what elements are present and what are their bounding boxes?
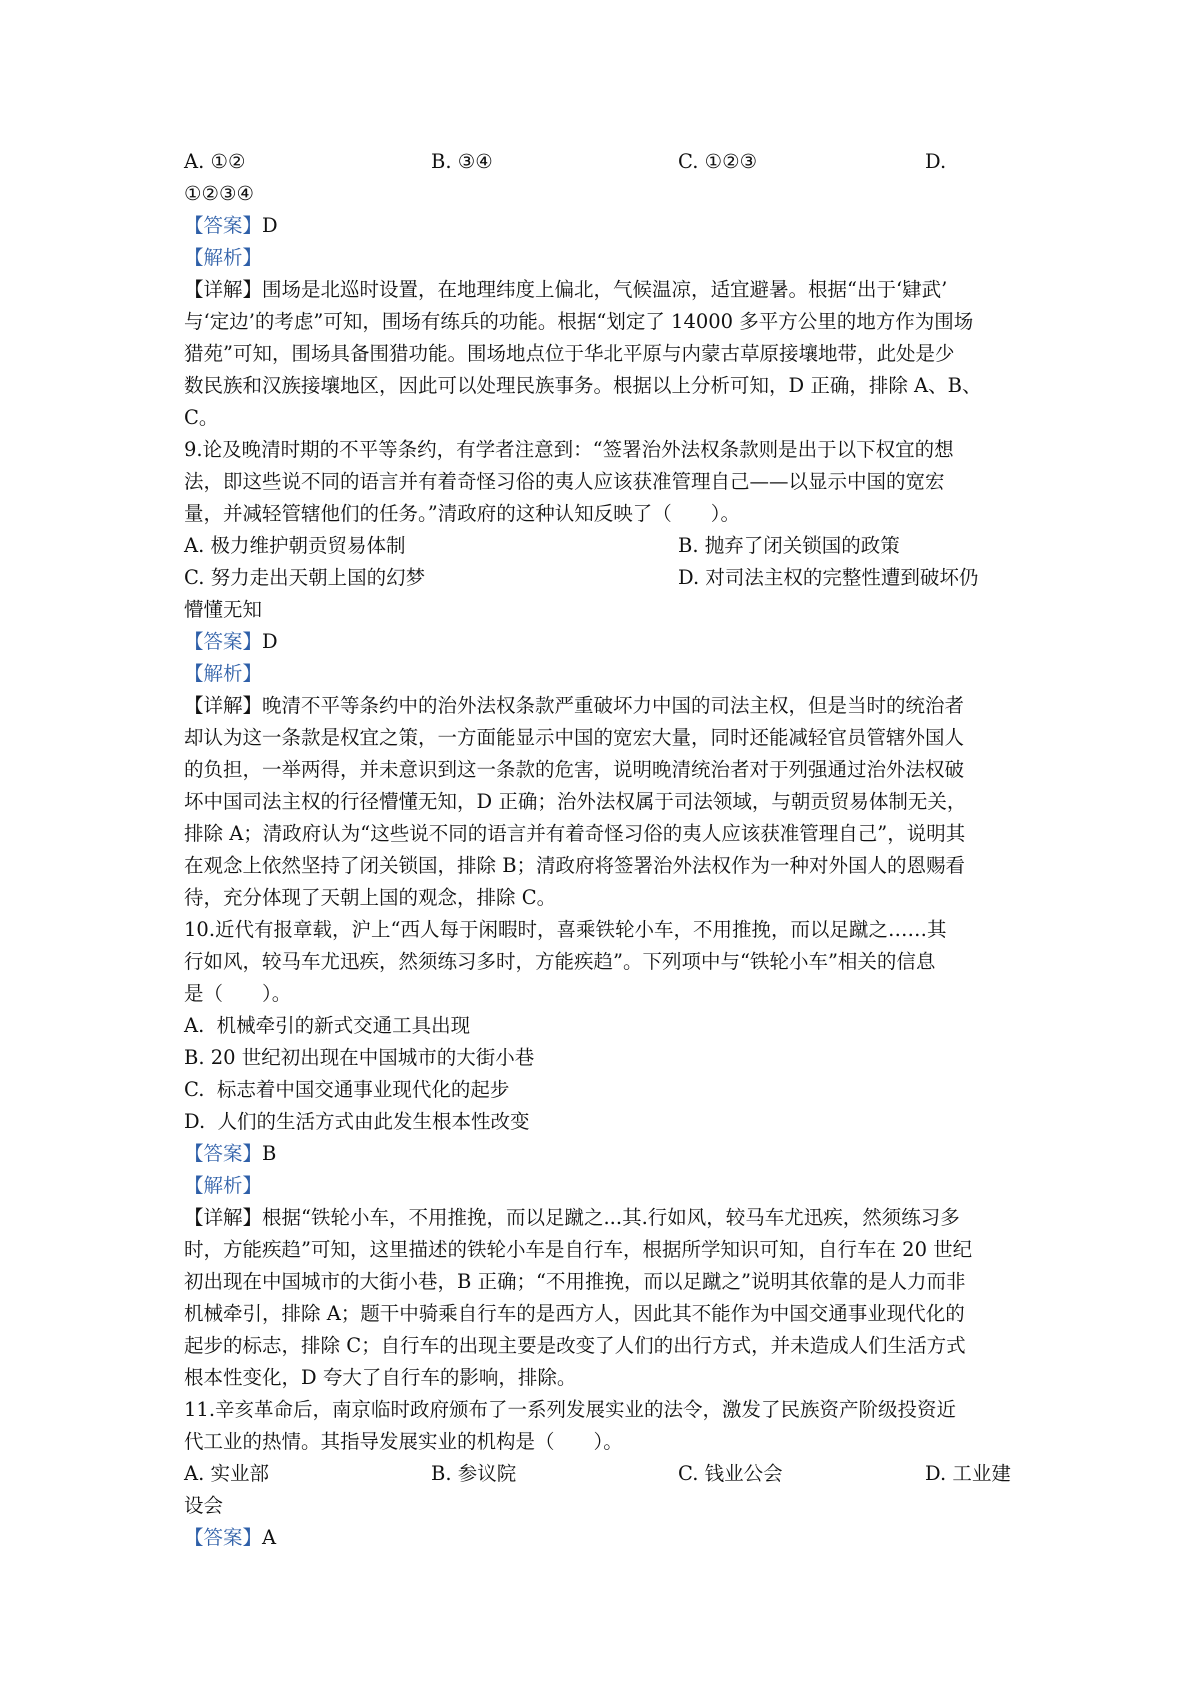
q10-option-c: C. 标志着中国交通事业现代化的起步 [184, 1078, 510, 1101]
detail-line: 与‘定边’的考虑”可知，围场有练兵的功能。根据“划定了 14000 多平方公里的地方作为围场 [184, 310, 974, 333]
q8-option-d-wrap: ①②③④ [184, 182, 254, 205]
detail-line: 时，方能疾趋”可知，这里描述的铁轮小车是自行车，根据所学知识可知，自行车在 20 世纪 [184, 1238, 973, 1261]
q10-detail [184, 1202, 1024, 1394]
q11-options [184, 1458, 1024, 1490]
q9-stem [184, 434, 1024, 530]
q9-detail [184, 690, 1024, 914]
answer-value: B [262, 1142, 277, 1165]
stem-line: 10.近代有报章载，沪上“西人每于闲暇时，喜乘铁轮小车，不用推挽，而以足蹴之……其 [184, 918, 947, 941]
q8-option-d: D. [925, 150, 947, 173]
q8-option-c: C. ①②③ [678, 150, 758, 173]
document-page [184, 146, 1024, 1554]
q9-answer [184, 626, 1024, 658]
detail-line: 在观念上依然坚持了闭关锁国，排除 B；清政府将签署治外法权作为一种对外国人的恩赐看 [184, 854, 966, 877]
q11-option-d-wrap: 设会 [184, 1494, 224, 1517]
q10-option-a: A. 机械牵引的新式交通工具出现 [184, 1014, 471, 1037]
detail-line: 却认为这一条款是权宜之策，一方面能显示中国的宽宏大量，同时还能减轻官员管辖外国人 [184, 726, 965, 749]
q11-option-d: D. 工业建 [925, 1462, 1011, 1485]
detail-line: 围场是北巡时设置，在地理纬度上偏北，气候温凉，适宜避暑。根据“出于‘肄武’ [262, 278, 948, 301]
answer-value: A [262, 1526, 277, 1549]
answer-tag: 【答案】 [184, 1142, 263, 1165]
q8-answer [184, 210, 1024, 242]
q8-options [184, 146, 1024, 178]
answer-value: D [262, 214, 278, 237]
stem-line: 法，即这些说不同的语言并有着奇怪习俗的夷人应该获准管理自己——以显示中国的宽宏 [184, 470, 945, 493]
answer-tag: 【答案】 [184, 1526, 263, 1549]
stem-line: 量，并减轻管辖他们的任务。”清政府的这种认知反映了（ ）。 [184, 502, 740, 525]
q10-option-b: B. 20 世纪初出现在中国城市的大街小巷 [184, 1046, 535, 1069]
q8-option-b: B. ③④ [431, 150, 493, 173]
detail-line: 机械牵引，排除 A；题干中骑乘自行车的是西方人，因此其不能作为中国交通事业现代化的 [184, 1302, 965, 1325]
q9-option-c: C. 努力走出天朝上国的幻梦 [184, 566, 426, 589]
q10-option-d: D. 人们的生活方式由此发生根本性改变 [184, 1110, 530, 1133]
detail-line: 根据“铁轮小车，不用推挽，而以足蹴之...其.行如风，较马车尤迅疾，然须练习多 [262, 1206, 960, 1229]
q10-options [184, 1010, 1024, 1138]
detail-line: 根本性变化，D 夸大了自行车的影响，排除。 [184, 1366, 577, 1389]
stem-line: 代工业的热情。其指导发展实业的机构是（ ）。 [184, 1430, 623, 1453]
detail-line: 数民族和汉族接壤地区，因此可以处理民族事务。根据以上分析可知，D 正确，排除 A、B、 [184, 374, 982, 397]
q10-stem [184, 914, 1024, 1010]
q9-option-b: B. 抛弃了闭关锁国的政策 [678, 534, 900, 557]
q9-option-d-wrap: 懵懂无知 [184, 598, 263, 621]
q11-stem [184, 1394, 1024, 1458]
detail-tag: 【详解】 [184, 1206, 263, 1229]
q9-analysis-tag: 【解析】 [184, 662, 263, 685]
q9-option-d: D. 对司法主权的完整性遭到破坏仍 [678, 566, 979, 589]
detail-line: 坏中国司法主权的行径懵懂无知，D 正确；治外法权属于司法领域，与朝贡贸易体制无关， [184, 790, 967, 813]
detail-tag: 【详解】 [184, 278, 263, 301]
answer-tag: 【答案】 [184, 214, 263, 237]
q10-analysis-tag: 【解析】 [184, 1174, 263, 1197]
q10-answer [184, 1138, 1024, 1170]
q8-analysis-tag: 【解析】 [184, 246, 263, 269]
q9-option-a: A. 极力维护朝贡贸易体制 [184, 534, 406, 557]
stem-line: 11.辛亥革命后，南京临时政府颁布了一系列发展实业的法令，激发了民族资产阶级投资近 [184, 1398, 957, 1421]
q11-answer [184, 1522, 1024, 1554]
q11-option-a: A. 实业部 [184, 1462, 269, 1485]
q8-detail [184, 274, 1024, 434]
detail-line: 的负担，一举两得，并未意识到这一条款的危害，说明晚清统治者对于列强通过治外法权破 [184, 758, 965, 781]
q9-options-row1 [184, 530, 1024, 562]
q8-option-a: A. ①② [184, 150, 246, 173]
stem-line: 行如风，较马车尤迅疾，然须练习多时，方能疾趋”。下列项中与“铁轮小车”相关的信息 [184, 950, 936, 973]
answer-value: D [262, 630, 278, 653]
stem-line: 是（ ）。 [184, 982, 292, 1005]
q9-options-row2 [184, 562, 1024, 594]
q11-option-c: C. 钱业公会 [678, 1462, 783, 1485]
detail-line: C。 [184, 406, 219, 429]
detail-line: 排除 A；清政府认为“这些说不同的语言并有着奇怪习俗的夷人应该获准管理自己”，说明其 [184, 822, 966, 845]
answer-tag: 【答案】 [184, 630, 263, 653]
detail-line: 起步的标志，排除 C；自行车的出现主要是改变了人们的出行方式，并未造成人们生活方式 [184, 1334, 966, 1357]
q11-option-b: B. 参议院 [431, 1462, 517, 1485]
detail-tag: 【详解】 [184, 694, 263, 717]
detail-line: 待，充分体现了天朝上国的观念，排除 C。 [184, 886, 557, 909]
detail-line: 猎苑”可知，围场具备围猎功能。围场地点位于华北平原与内蒙古草原接壤地带，此处是少 [184, 342, 955, 365]
detail-line: 初出现在中国城市的大街小巷，B 正确；“不用推挽，而以足蹴之”说明其依靠的是人力而非 [184, 1270, 966, 1293]
detail-line: 晚清不平等条约中的治外法权条款严重破坏力中国的司法主权，但是当时的统治者 [262, 694, 965, 717]
stem-line: 9.论及晚清时期的不平等条约，有学者注意到：“签署治外法权条款则是出于以下权宜的想 [184, 438, 954, 461]
